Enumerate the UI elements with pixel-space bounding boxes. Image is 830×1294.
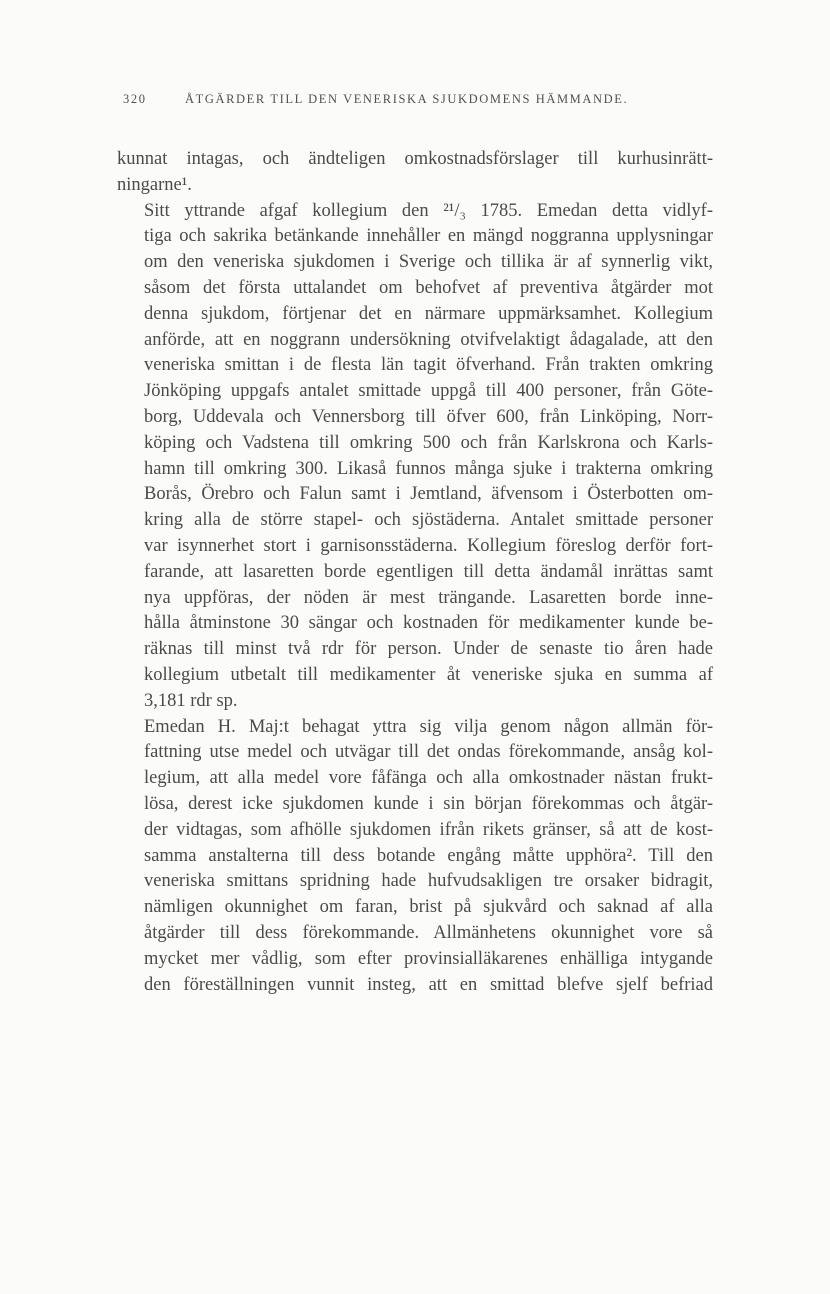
paragraph-2 bbox=[117, 199, 713, 715]
text-line: kunnat intagas, och ändteligen omkostnadsförslager till kurhusinrätt- bbox=[117, 149, 713, 169]
text-line: den föreställningen vunnit insteg, att en smittad blefve sjelf befriad bbox=[144, 974, 713, 995]
text-line: tiga och sakrika betänkande innehåller en mängd noggranna upplysningar bbox=[144, 226, 713, 247]
text-line: nämligen okunnighet om faran, brist på sjukvård och saknad af alla bbox=[144, 897, 713, 918]
text-line: Emedan H. Maj:t behagat yttra sig vilja genom någon allmän för- bbox=[144, 716, 713, 737]
text-line: lösa, derest icke sjukdomen kunde i sin början förekommas och åtgär- bbox=[144, 793, 713, 814]
text-line: köping och Vadstena till omkring 500 och från Karlskrona och Karls- bbox=[144, 432, 713, 453]
text-line: 3,181 rdr sp. bbox=[144, 690, 238, 711]
text-line: var isynnerhet stort i garnisonsstäderna. Kollegium föreslog derför fort- bbox=[144, 535, 713, 556]
text-line: Borås, Örebro och Falun samt i Jemtland, äfvensom i Österbotten om- bbox=[144, 484, 713, 505]
text-line: hålla åtminstone 30 sängar och kostnaden för medikamenter kunde be- bbox=[144, 613, 713, 634]
body-text bbox=[117, 147, 713, 998]
text-line: legium, att alla medel vore fåfänga och alla omkostnader nästan frukt- bbox=[144, 768, 713, 789]
text-line: Sitt yttrande afgaf kollegium den ²¹/₃ 1785. Emedan detta vidlyf- bbox=[144, 200, 713, 221]
text-line: mycket mer vådlig, som efter provinsialläkarenes enhälliga intygande bbox=[144, 948, 713, 969]
text-line: såsom det första uttalandet om behofvet af preventiva åtgärder mot bbox=[144, 277, 713, 298]
text-line: samma anstalterna till dess botande engång måtte upphöra². Till den bbox=[144, 845, 713, 866]
page-number: 320 bbox=[123, 92, 147, 106]
text-line: der vidtagas, som afhölle sjukdomen ifrån rikets gränser, så att de kost- bbox=[144, 819, 713, 840]
text-line: denna sjukdom, förtjenar det en närmare uppmärksamhet. Kollegium bbox=[144, 303, 713, 324]
text-line: ningarne¹. bbox=[117, 174, 192, 195]
text-line: fattning utse medel och utvägar till det ondas förekommande, ansåg kol- bbox=[144, 742, 713, 763]
page-header bbox=[0, 92, 830, 114]
text-line: kollegium utbetalt till medikamenter åt veneriske sjuka en summa af bbox=[144, 664, 713, 685]
text-line: åtgärder till dess förekommande. Allmänhetens okunnighet vore så bbox=[144, 922, 713, 943]
text-line: kring alla de större stapel- och sjöstäderna. Antalet smittade personer bbox=[144, 510, 713, 531]
text-line: veneriska smittan i de flesta län tagit öfverhand. Från trakten omkring bbox=[144, 355, 713, 376]
paragraph-3 bbox=[117, 715, 713, 999]
text-line: farande, att lasaretten borde egentligen till detta ändamål inrättas samt bbox=[144, 561, 713, 582]
text-line: borg, Uddevala och Vennersborg till öfver 600, från Linköping, Norr- bbox=[144, 406, 713, 427]
paragraph-1 bbox=[117, 147, 713, 199]
text-line: nya uppföras, der nöden är mest trängande. Lasaretten borde inne- bbox=[144, 587, 713, 608]
text-line: hamn till omkring 300. Likaså funnos många sjuke i trakterna omkring bbox=[144, 458, 713, 479]
text-line: Jönköping uppgafs antalet smittade uppgå till 400 personer, från Göte- bbox=[144, 381, 713, 402]
text-line: om den veneriska sjukdomen i Sverige och tillika är af synnerlig vikt, bbox=[144, 252, 713, 273]
running-head: ÅTGÄRDER TILL DEN VENERISKA SJUKDOMENS HÄMMANDE. bbox=[185, 92, 629, 106]
text-line: veneriska smittans spridning hade hufvudsakligen tre orsaker bidragit, bbox=[144, 871, 713, 892]
text-line: anförde, att en noggrann undersökning otvifvelaktigt ådagalade, att den bbox=[144, 329, 713, 350]
text-line: räknas till minst två rdr för person. Under de senaste tio åren hade bbox=[144, 639, 713, 660]
